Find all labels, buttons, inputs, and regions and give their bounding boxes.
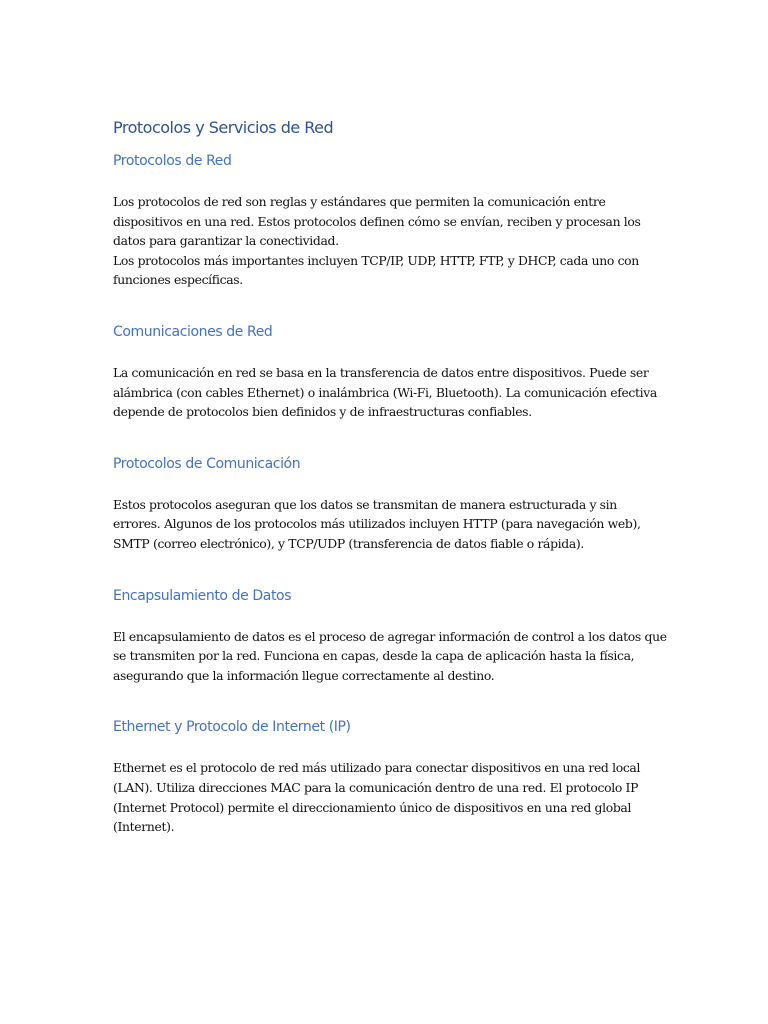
spacer (113, 554, 673, 588)
spacer (113, 685, 673, 719)
section-heading: Encapsulamiento de Datos (113, 587, 292, 604)
document-page (113, 118, 673, 837)
section-heading: Ethernet y Protocolo de Internet (IP) (113, 719, 351, 736)
section-comunicaciones-de-red (113, 324, 673, 422)
section-paragraph: Los protocolos de red son reglas y estándares que permiten la comunicación entre dispositivos en una red. Estos protocolos definen cómo se envían, reciben y procesan los datos para garantizar la conectividad. Los protocolos más importantes incluyen TCP/IP, UDP, HTTP, FTP, y DHCP, cada uno con funciones específicas. (113, 194, 641, 288)
section-paragraph: Ethernet es el protocolo de red más utilizado para conectar dispositivos en una red local (LAN). Utiliza direcciones MAC para la comunicación dentro de una red. El protocolo IP (Internet Protocol) permite el direccionamiento único de dispositivos en una red global (Internet). (113, 760, 641, 835)
section-paragraph: La comunicación en red se basa en la transferencia de datos entre dispositivos. Puede ser alámbrica (con cables Ethernet) o inalámbrica (Wi-Fi, Bluetooth). La comunicación efectiva depende de protocolos bien definidos y de infraestructuras confiables. (113, 364, 657, 420)
document-title: Protocolos y Servicios de Red (113, 118, 334, 137)
section-heading: Protocolos de Comunicación (113, 455, 301, 472)
section-protocolos-de-red (113, 153, 673, 290)
section-ethernet-y-ip (113, 719, 673, 836)
spacer (113, 290, 673, 324)
section-paragraph: Estos protocolos aseguran que los datos se transmitan de manera estructurada y sin errores. Algunos de los protocolos más utilizados incluyen HTTP (para navegación web), SMTP (correo electrónico), y TCP/UDP (transferencia de datos fiable o rápida). (113, 496, 641, 551)
section-protocolos-de-comunicacion (113, 456, 673, 554)
section-paragraph: El encapsulamiento de datos es el proceso de agregar información de control a los datos que se transmiten por la red. Funciona en capas, desde la capa de aplicación hasta la física, asegurando que la información llegue correctamente al destino. (113, 628, 667, 683)
section-encapsulamiento-de-datos (113, 588, 673, 686)
section-heading: Protocolos de Red (113, 153, 232, 169)
spacer (113, 422, 673, 456)
section-heading: Comunicaciones de Red (113, 323, 273, 340)
